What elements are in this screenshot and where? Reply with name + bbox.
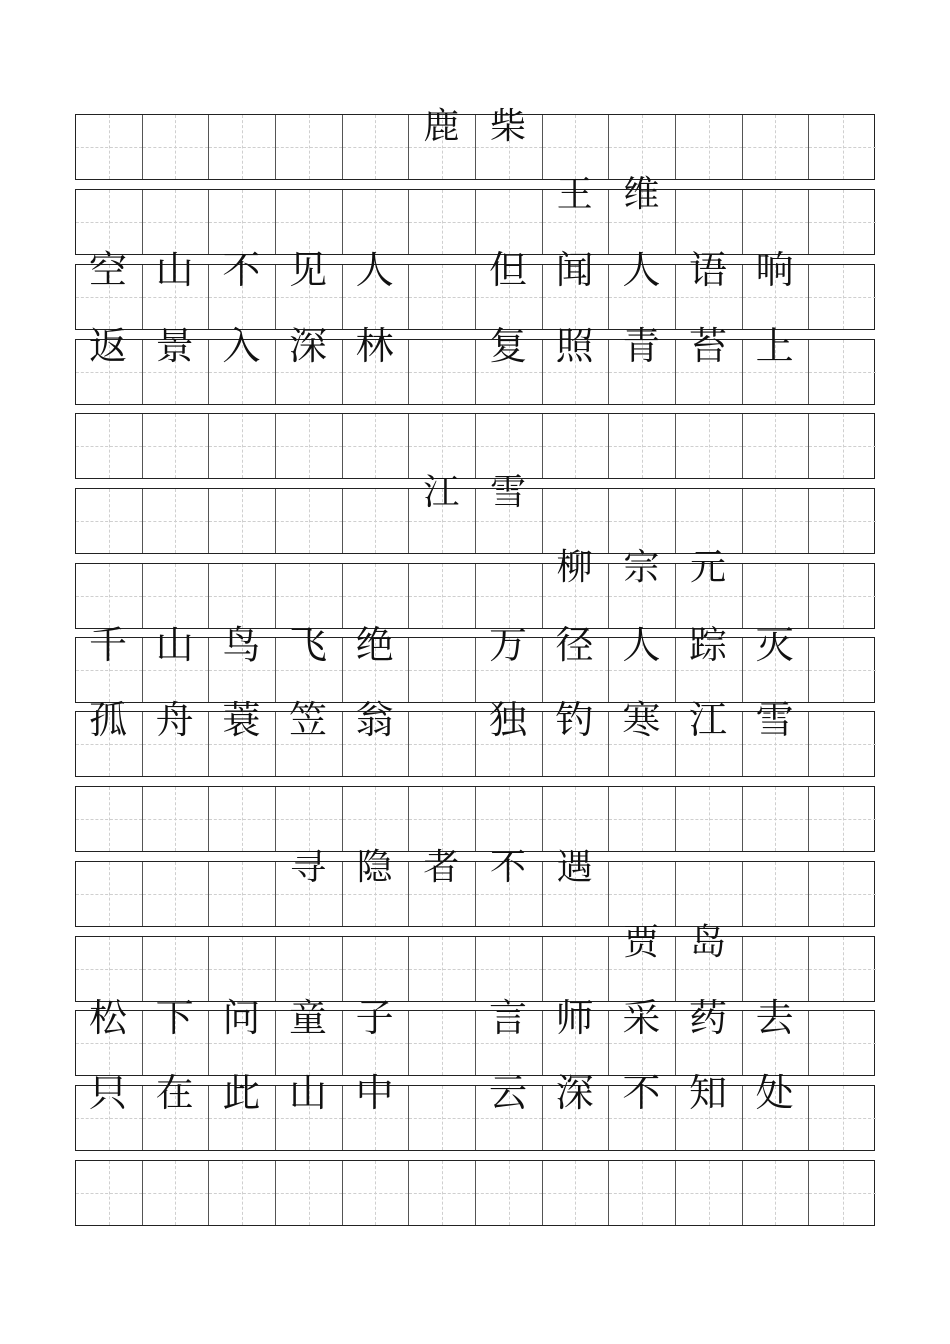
grid-cell bbox=[743, 190, 810, 254]
grid-cell bbox=[276, 115, 343, 179]
poem-title-char: 隐 bbox=[356, 847, 393, 888]
grid-cell bbox=[343, 937, 410, 1001]
grid-cell bbox=[143, 1161, 210, 1225]
grid-cell bbox=[143, 489, 210, 553]
grid-cell bbox=[409, 1086, 476, 1150]
poem-line-char: 笠 bbox=[288, 698, 327, 742]
grid-cell bbox=[409, 340, 476, 404]
poem-line-char: 言 bbox=[488, 996, 527, 1040]
grid-cell bbox=[276, 564, 343, 628]
poem-line-char: 林 bbox=[355, 324, 394, 368]
poem-title-char: 鹿 bbox=[423, 106, 460, 147]
grid-cell bbox=[209, 414, 276, 478]
poem-line-char: 入 bbox=[222, 324, 261, 368]
grid-cell bbox=[809, 340, 876, 404]
poem-line-char: 人 bbox=[622, 623, 661, 667]
poem-line-char: 踪 bbox=[688, 623, 727, 667]
grid-cell bbox=[476, 787, 543, 851]
grid-band bbox=[75, 936, 875, 1002]
poem-author-char: 柳 bbox=[556, 547, 593, 588]
grid-cell bbox=[143, 190, 210, 254]
grid-cell bbox=[409, 265, 476, 329]
grid-cell bbox=[743, 115, 810, 179]
poem-line-char: 蓑 bbox=[222, 698, 261, 742]
grid-cell bbox=[209, 1161, 276, 1225]
grid-cell bbox=[76, 564, 143, 628]
poem-line-char: 翁 bbox=[355, 698, 394, 742]
poem-line-char: 去 bbox=[755, 996, 794, 1040]
grid-cell bbox=[409, 638, 476, 702]
poem-line-char: 人 bbox=[355, 248, 394, 292]
grid-cell bbox=[809, 787, 876, 851]
grid-cell bbox=[809, 414, 876, 478]
grid-cell bbox=[209, 115, 276, 179]
grid-cell bbox=[409, 787, 476, 851]
grid-cell bbox=[143, 937, 210, 1001]
grid-cell bbox=[76, 862, 143, 926]
grid-cell bbox=[743, 862, 810, 926]
poem-line-char: 山 bbox=[288, 1071, 327, 1115]
poem-line-char: 万 bbox=[488, 623, 527, 667]
grid-cell bbox=[743, 564, 810, 628]
grid-cell bbox=[409, 1011, 476, 1075]
poem-line-char: 上 bbox=[755, 324, 794, 368]
poem-title-char: 江 bbox=[423, 472, 460, 513]
poem-author-char: 宗 bbox=[623, 547, 660, 588]
grid-cell bbox=[343, 190, 410, 254]
poem-line-char: 只 bbox=[88, 1071, 127, 1115]
poem-title-char: 寻 bbox=[289, 847, 326, 888]
grid-cell bbox=[609, 1161, 676, 1225]
grid-cell bbox=[76, 190, 143, 254]
poem-line-char: 师 bbox=[555, 996, 594, 1040]
grid-cell bbox=[276, 1161, 343, 1225]
poem-line-char: 山 bbox=[155, 623, 194, 667]
poem-line-char: 深 bbox=[555, 1071, 594, 1115]
grid-cell bbox=[276, 937, 343, 1001]
grid-cell bbox=[76, 937, 143, 1001]
grid-cell bbox=[809, 115, 876, 179]
poem-line-char: 灭 bbox=[755, 623, 794, 667]
grid-cell bbox=[143, 414, 210, 478]
grid-cell bbox=[676, 1161, 743, 1225]
poem-line-char: 药 bbox=[688, 996, 727, 1040]
grid-cell bbox=[476, 414, 543, 478]
poem-line-char: 飞 bbox=[288, 623, 327, 667]
grid-cell bbox=[676, 489, 743, 553]
poem-line-char: 江 bbox=[688, 698, 727, 742]
grid-cell bbox=[809, 489, 876, 553]
grid-cell bbox=[543, 937, 610, 1001]
grid-cell bbox=[476, 1161, 543, 1225]
poem-line-char: 独 bbox=[488, 698, 527, 742]
poem-line-char: 闻 bbox=[555, 248, 594, 292]
grid-cell bbox=[809, 638, 876, 702]
grid-cell bbox=[676, 190, 743, 254]
grid-cell bbox=[676, 862, 743, 926]
poem-line-char: 此 bbox=[222, 1071, 261, 1115]
poem-title-char: 雪 bbox=[489, 472, 526, 513]
poem-title-char: 者 bbox=[423, 847, 460, 888]
grid-cell bbox=[409, 712, 476, 776]
grid-cell bbox=[209, 937, 276, 1001]
grid-cell bbox=[209, 862, 276, 926]
poem-line-char: 鸟 bbox=[222, 623, 261, 667]
poem-line-char: 空 bbox=[88, 248, 127, 292]
grid-cell bbox=[343, 489, 410, 553]
poem-line-char: 不 bbox=[622, 1071, 661, 1115]
poem-title-char: 遇 bbox=[556, 847, 593, 888]
grid-cell bbox=[743, 414, 810, 478]
grid-cell bbox=[743, 787, 810, 851]
grid-cell bbox=[809, 1086, 876, 1150]
poem-title-char: 柴 bbox=[489, 106, 526, 147]
grid-cell bbox=[476, 190, 543, 254]
grid-cell bbox=[809, 190, 876, 254]
grid-cell bbox=[809, 712, 876, 776]
grid-cell bbox=[276, 489, 343, 553]
grid-cell bbox=[343, 564, 410, 628]
grid-cell bbox=[409, 937, 476, 1001]
poem-line-char: 景 bbox=[155, 324, 194, 368]
poem-line-char: 云 bbox=[488, 1071, 527, 1115]
grid-cell bbox=[543, 1161, 610, 1225]
poem-line-char: 雪 bbox=[755, 698, 794, 742]
grid-cell bbox=[76, 489, 143, 553]
grid-cell bbox=[276, 190, 343, 254]
poem-line-char: 深 bbox=[288, 324, 327, 368]
grid-cell bbox=[609, 862, 676, 926]
poem-author-char: 元 bbox=[689, 547, 726, 588]
grid-cell bbox=[76, 414, 143, 478]
grid-cell bbox=[676, 787, 743, 851]
grid-band bbox=[75, 189, 875, 255]
grid-cell bbox=[476, 937, 543, 1001]
poem-line-char: 但 bbox=[488, 248, 527, 292]
poem-author-char: 岛 bbox=[689, 922, 726, 963]
poem-title-char: 不 bbox=[489, 847, 526, 888]
poem-line-char: 青 bbox=[622, 324, 661, 368]
grid-cell bbox=[809, 1161, 876, 1225]
poem-line-char: 子 bbox=[355, 996, 394, 1040]
grid-cell bbox=[409, 190, 476, 254]
grid-cell bbox=[543, 787, 610, 851]
grid-cell bbox=[743, 489, 810, 553]
grid-cell bbox=[409, 414, 476, 478]
grid-cell bbox=[143, 564, 210, 628]
grid-cell bbox=[343, 115, 410, 179]
grid-cell bbox=[209, 564, 276, 628]
poem-line-char: 响 bbox=[755, 248, 794, 292]
poem-line-char: 下 bbox=[155, 996, 194, 1040]
poem-line-char: 返 bbox=[88, 324, 127, 368]
poem-line-char: 中 bbox=[355, 1071, 394, 1115]
grid-band bbox=[75, 786, 875, 852]
grid-cell bbox=[809, 265, 876, 329]
grid-cell bbox=[76, 787, 143, 851]
grid-cell bbox=[276, 414, 343, 478]
poem-line-char: 寒 bbox=[622, 698, 661, 742]
grid-cell bbox=[76, 1161, 143, 1225]
grid-cell bbox=[809, 1011, 876, 1075]
grid-cell bbox=[609, 787, 676, 851]
poem-author-char: 王 bbox=[556, 174, 593, 215]
grid-cell bbox=[809, 564, 876, 628]
poem-line-char: 童 bbox=[288, 996, 327, 1040]
grid-cell bbox=[409, 1161, 476, 1225]
poem-line-char: 复 bbox=[488, 324, 527, 368]
poem-line-char: 山 bbox=[155, 248, 194, 292]
grid-cell bbox=[543, 489, 610, 553]
grid-cell bbox=[343, 1161, 410, 1225]
grid-cell bbox=[409, 564, 476, 628]
grid-cell bbox=[543, 115, 610, 179]
poem-line-char: 语 bbox=[688, 248, 727, 292]
grid-cell bbox=[276, 787, 343, 851]
grid-cell bbox=[676, 414, 743, 478]
grid-cell bbox=[143, 787, 210, 851]
poem-line-char: 舟 bbox=[155, 698, 194, 742]
poem-line-char: 采 bbox=[622, 996, 661, 1040]
poem-author-char: 贾 bbox=[623, 922, 660, 963]
grid-cell bbox=[209, 489, 276, 553]
poem-author-char: 维 bbox=[623, 174, 660, 215]
grid-cell bbox=[609, 489, 676, 553]
grid-band bbox=[75, 1160, 875, 1226]
poem-line-char: 处 bbox=[755, 1071, 794, 1115]
poem-line-char: 千 bbox=[88, 623, 127, 667]
poem-line-char: 不 bbox=[222, 248, 261, 292]
poem-line-char: 松 bbox=[88, 996, 127, 1040]
grid-cell bbox=[743, 937, 810, 1001]
poem-line-char: 苔 bbox=[688, 324, 727, 368]
grid-cell bbox=[609, 414, 676, 478]
poem-line-char: 照 bbox=[555, 324, 594, 368]
poem-line-char: 见 bbox=[288, 248, 327, 292]
poem-line-char: 知 bbox=[688, 1071, 727, 1115]
grid-cell bbox=[743, 1161, 810, 1225]
grid-cell bbox=[143, 115, 210, 179]
grid-cell bbox=[809, 937, 876, 1001]
poem-line-char: 人 bbox=[622, 248, 661, 292]
grid-band bbox=[75, 563, 875, 629]
grid-cell bbox=[209, 787, 276, 851]
grid-cell bbox=[143, 862, 210, 926]
poem-line-char: 在 bbox=[155, 1071, 194, 1115]
grid-cell bbox=[609, 115, 676, 179]
grid-cell bbox=[476, 564, 543, 628]
poem-line-char: 钓 bbox=[555, 698, 594, 742]
poem-line-char: 径 bbox=[555, 623, 594, 667]
poem-line-char: 问 bbox=[222, 996, 261, 1040]
grid-cell bbox=[543, 414, 610, 478]
grid-cell bbox=[76, 115, 143, 179]
grid-cell bbox=[343, 787, 410, 851]
grid-cell bbox=[809, 862, 876, 926]
grid-cell bbox=[676, 115, 743, 179]
grid-cell bbox=[343, 414, 410, 478]
poem-line-char: 孤 bbox=[88, 698, 127, 742]
grid-cell bbox=[209, 190, 276, 254]
poem-line-char: 绝 bbox=[355, 623, 394, 667]
